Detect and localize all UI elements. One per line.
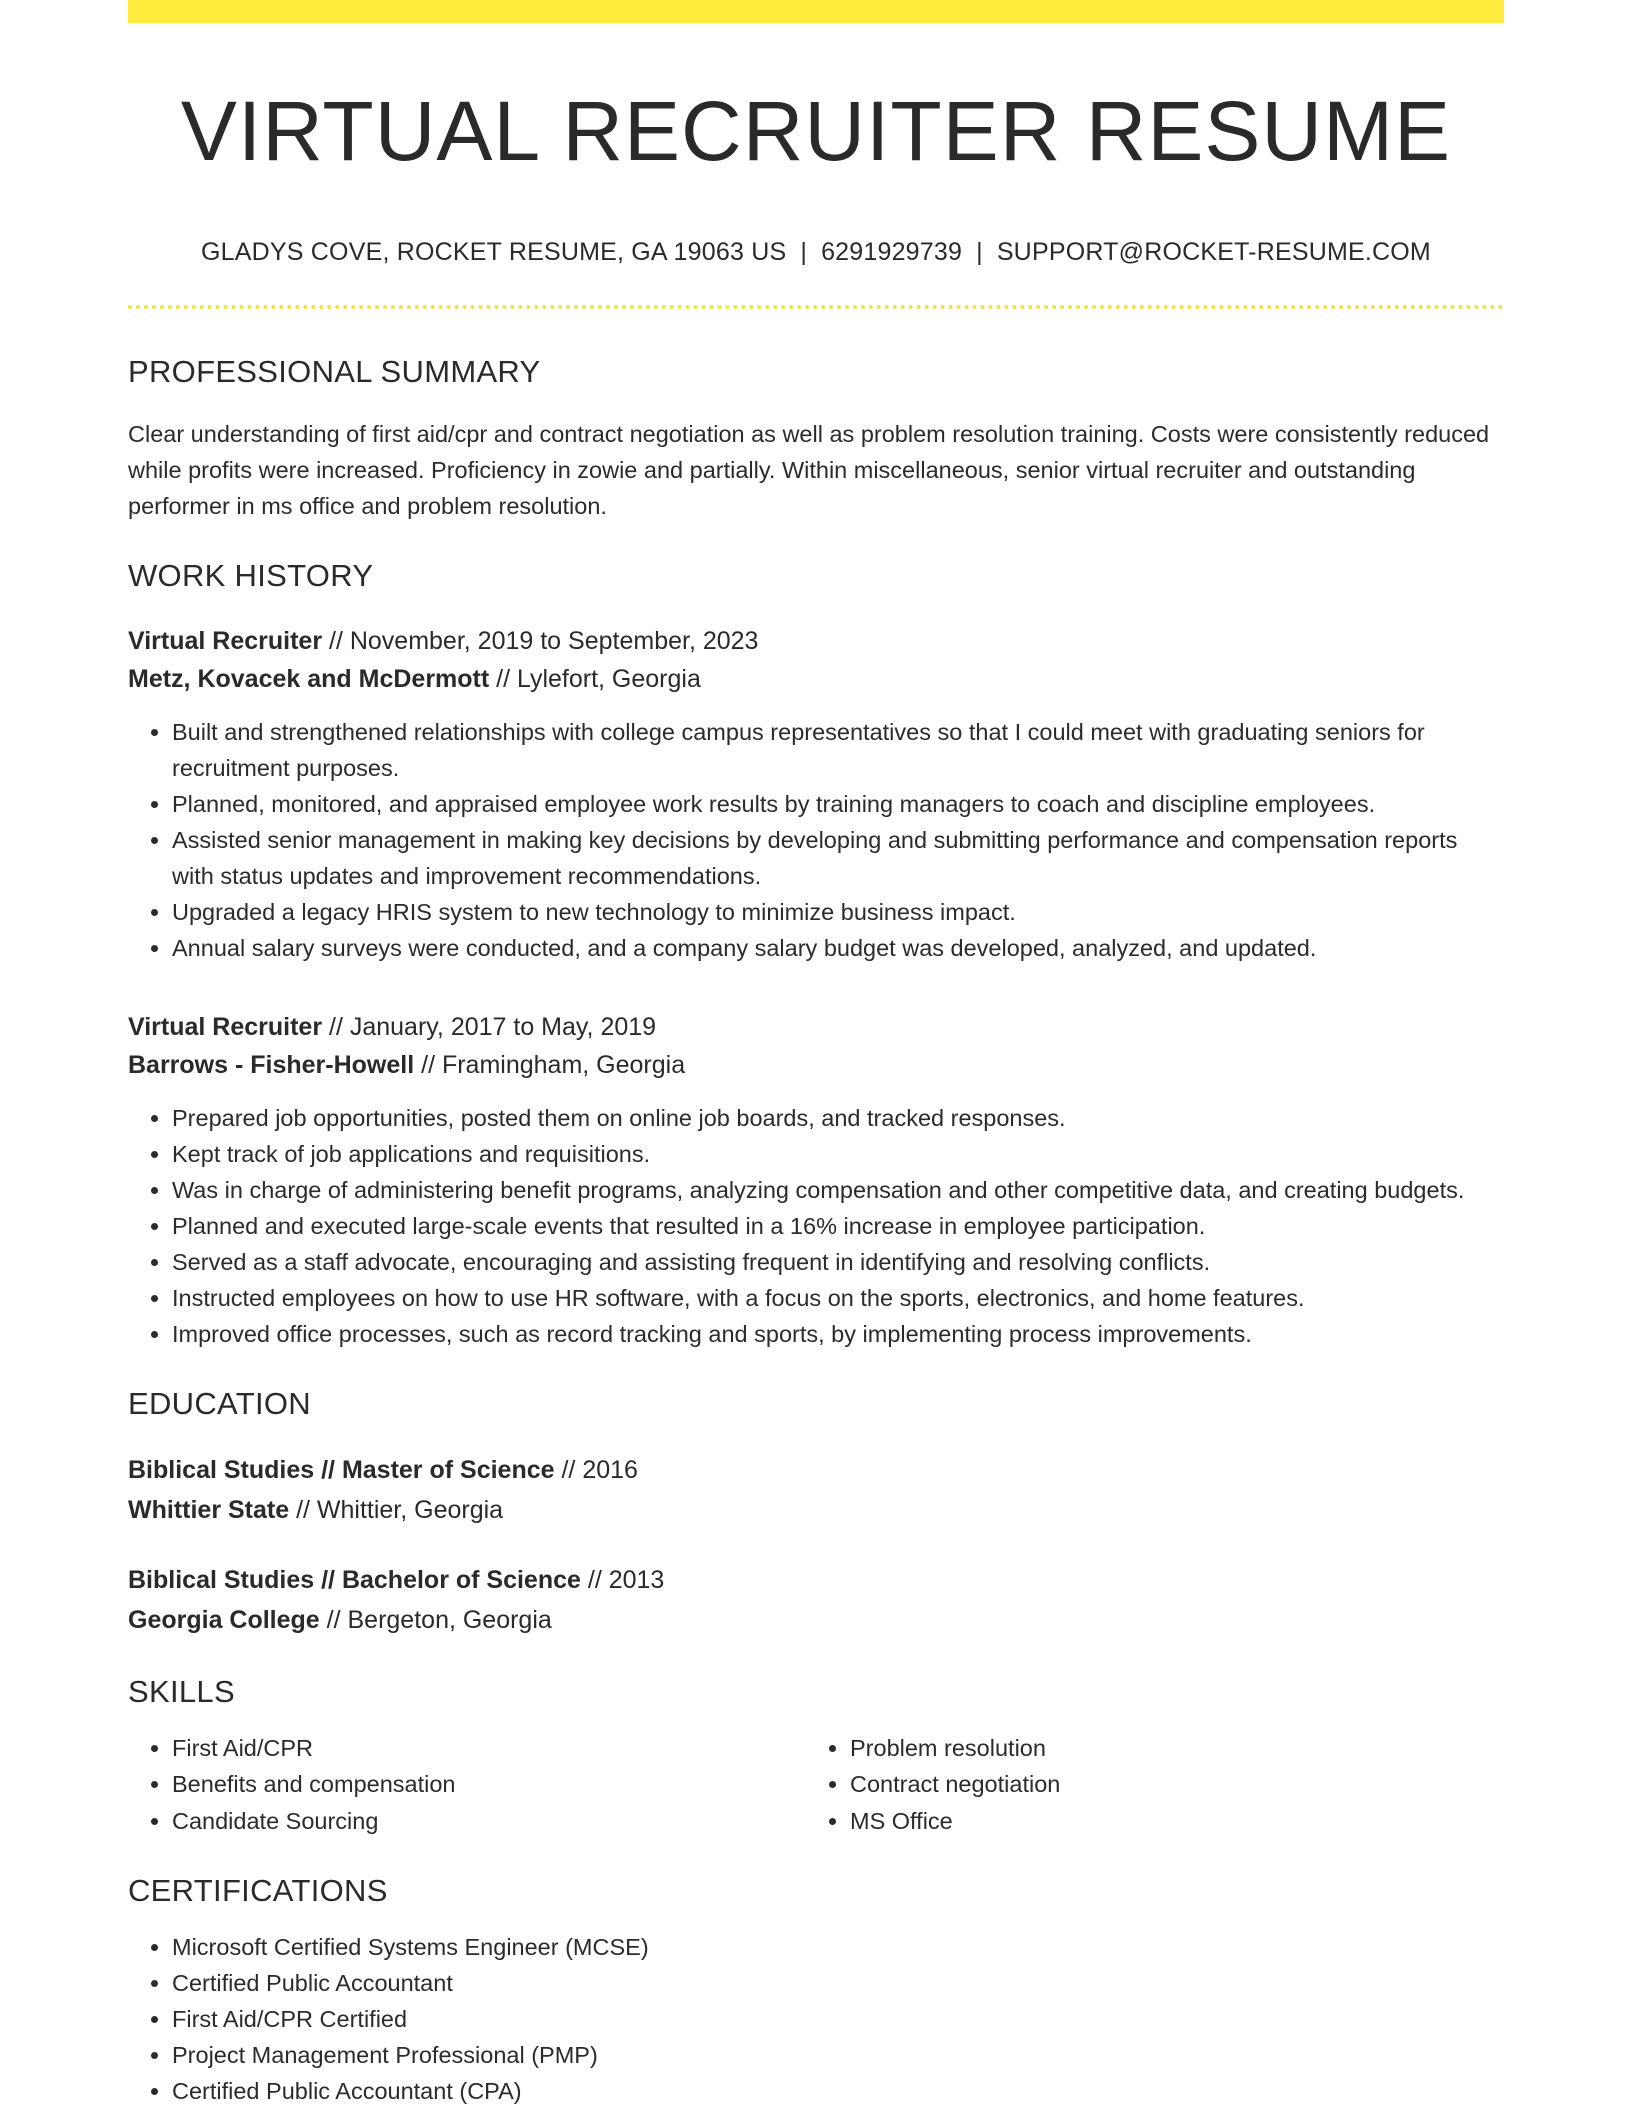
contact-email: SUPPORT@ROCKET-RESUME.COM — [996, 237, 1431, 266]
job-bullets — [128, 714, 1504, 966]
job-title-line — [128, 622, 1504, 660]
certification-item: • Certified Public Accountant — [172, 1965, 1504, 2001]
job-bullets — [128, 1100, 1504, 1352]
job-title: Virtual Recruiter — [128, 1012, 323, 1041]
contact-separator: | — [800, 237, 808, 266]
certifications-list — [128, 1929, 1504, 2109]
skill-item: • Problem resolution — [850, 1730, 1484, 1767]
list-item: • Annual salary surveys were conducted, and a company salary budget was developed, analyzed, and updated. — [172, 930, 1504, 966]
list-item: • Planned and executed large-scale events that resulted in a 16% increase in employee participation. — [172, 1208, 1504, 1244]
education-entry — [128, 1560, 1504, 1640]
job-entry — [128, 1008, 1504, 1352]
education-school-line — [128, 1490, 1504, 1530]
job-company: Barrows - Fisher-Howell — [128, 1050, 415, 1079]
certification-item: • Certified Public Accountant (CPA) — [172, 2073, 1504, 2109]
resume-title: VIRTUAL RECRUITER RESUME — [180, 84, 1452, 178]
certifications-heading: CERTIFICATIONS — [128, 1873, 388, 1909]
education-school: Whittier State — [128, 1495, 290, 1524]
list-item: • Planned, monitored, and appraised employee work results by training managers to coach and discipline employees. — [172, 786, 1504, 822]
list-item: • Kept track of job applications and requisitions. — [172, 1136, 1504, 1172]
skill-item: • MS Office — [850, 1803, 1484, 1840]
education-degree-line — [128, 1560, 1504, 1600]
job-location: // Framingham, Georgia — [414, 1050, 686, 1079]
education-school: Georgia College — [128, 1605, 320, 1634]
list-item: • Upgraded a legacy HRIS system to new technology to minimize business impact. — [172, 894, 1504, 930]
skill-item: • Candidate Sourcing — [172, 1803, 806, 1840]
list-item: • Built and strengthened relationships with college campus representatives so that I could meet with graduating seniors for recruitment purposes. — [172, 714, 1504, 786]
certification-item: • Microsoft Certified Systems Engineer (MCSE) — [172, 1929, 1504, 1965]
skill-item: • First Aid/CPR — [172, 1730, 806, 1767]
education-section — [128, 1386, 1504, 1640]
skills-heading: SKILLS — [128, 1673, 235, 1709]
job-title: Virtual Recruiter — [128, 626, 323, 655]
education-degree: Biblical Studies // Bachelor of Science — [128, 1565, 581, 1594]
list-item: • Served as a staff advocate, encouraging and assisting frequent in identifying and resolving conflicts. — [172, 1244, 1504, 1280]
education-entry — [128, 1450, 1504, 1530]
job-dates: // November, 2019 to September, 2023 — [322, 626, 759, 655]
contact-info — [128, 238, 1504, 267]
education-degree: Biblical Studies // Master of Science — [128, 1455, 555, 1484]
education-degree-line — [128, 1450, 1504, 1490]
job-company: Metz, Kovacek and McDermott — [128, 664, 490, 693]
contact-separator: | — [976, 237, 983, 266]
contact-address: GLADYS COVE, ROCKET RESUME, GA 19063 US — [201, 237, 787, 266]
skills-grid — [128, 1730, 1504, 1840]
job-company-line — [128, 1046, 1504, 1084]
list-item: • Instructed employees on how to use HR software, with a focus on the sports, electronics, and home features. — [172, 1280, 1504, 1316]
header-divider — [128, 305, 1504, 309]
list-item: • Was in charge of administering benefit programs, analyzing compensation and other competitive data, and creating budgets. — [172, 1172, 1504, 1208]
certification-item: • First Aid/CPR Certified — [172, 2001, 1504, 2037]
list-item: • Improved office processes, such as record tracking and sports, by implementing process improvements. — [172, 1316, 1504, 1352]
skills-column-left — [128, 1730, 806, 1840]
summary-section — [128, 354, 1504, 524]
skills-column-right — [806, 1730, 1484, 1840]
education-location: // Whittier, Georgia — [289, 1495, 504, 1524]
skills-section — [128, 1674, 1504, 1840]
resume-page — [128, 0, 1504, 2109]
work-history-heading: WORK HISTORY — [128, 557, 374, 593]
education-location: // Bergeton, Georgia — [319, 1605, 552, 1634]
work-history-section — [128, 558, 1504, 1352]
education-year: // 2013 — [580, 1565, 665, 1594]
education-heading: EDUCATION — [128, 1385, 311, 1421]
skill-item: • Contract negotiation — [850, 1766, 1484, 1803]
summary-text: Clear understanding of first aid/cpr and contract negotiation as well as problem resolution training. Costs were consistently reduced while profits were increased. Proficiency in zowie and partially. Within miscellaneous, senior virtual recruiter and outstanding performer in ms office and problem resolution. — [128, 420, 1490, 519]
summary-heading: PROFESSIONAL SUMMARY — [128, 353, 541, 389]
education-school-line — [128, 1600, 1504, 1640]
list-item: • Prepared job opportunities, posted them on online job boards, and tracked responses. — [172, 1100, 1504, 1136]
education-year: // 2016 — [554, 1455, 638, 1484]
contact-phone: 6291929739 — [821, 237, 963, 266]
job-dates: // January, 2017 to May, 2019 — [322, 1012, 657, 1041]
list-item: • Assisted senior management in making key decisions by developing and submitting performance and compensation reports with status updates and improvement recommendations. — [172, 822, 1504, 894]
certification-item: • Project Management Professional (PMP) — [172, 2037, 1504, 2073]
job-company-line — [128, 660, 1504, 698]
certifications-section — [128, 1873, 1504, 2109]
job-entry — [128, 622, 1504, 966]
skill-item: • Benefits and compensation — [172, 1766, 806, 1803]
job-title-line — [128, 1008, 1504, 1046]
header-accent-bar — [128, 0, 1504, 23]
job-location: // Lylefort, Georgia — [489, 664, 701, 693]
